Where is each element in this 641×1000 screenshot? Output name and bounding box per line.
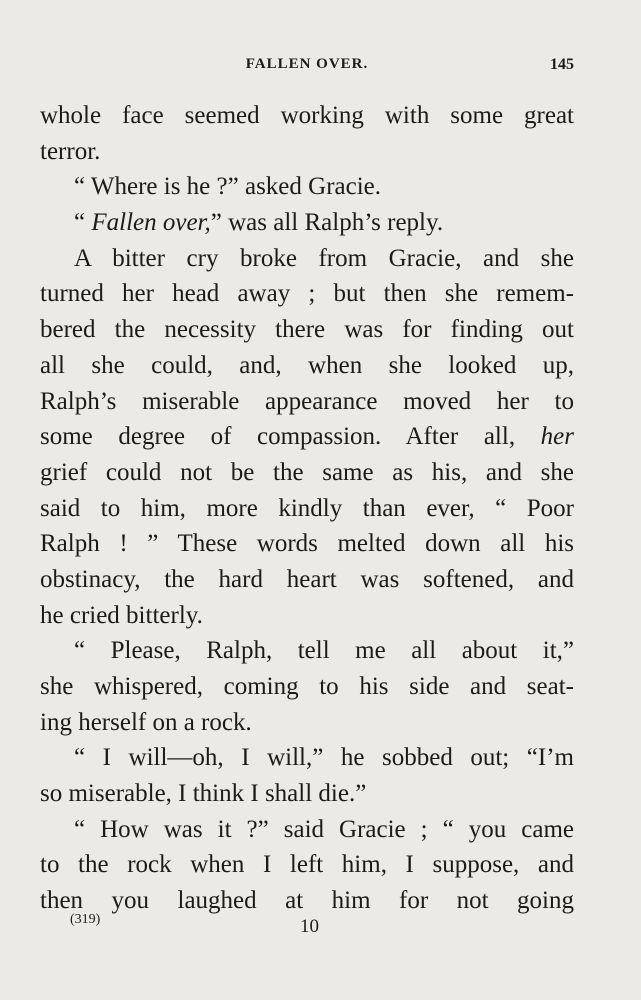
signature-mark: (319): [70, 912, 101, 927]
text-line: Ralph ! ” These words melted down all his: [40, 530, 574, 558]
page-number: 145: [550, 56, 574, 73]
text-line: said to him, more kindly than ever, “ Poor: [40, 494, 574, 522]
page-footer: [40, 912, 574, 942]
text-line: he cried bitterly.: [40, 601, 203, 629]
gathering-number: 10: [300, 916, 319, 937]
text-line: “ I will—oh, I will,” he sobbed out; “I’m: [74, 744, 574, 772]
italic-phrase: Fallen over,: [91, 209, 211, 237]
text-line: she whispered, coming to his side and seat-: [40, 673, 574, 700]
text-line: Ralph’s miserable appearance moved her to: [40, 387, 574, 415]
text-line: obstinacy, the hard heart was softened, and: [40, 565, 574, 593]
chapter-title: FALLEN OVER.: [245, 56, 369, 72]
text-line: all she could, and, when she looked up,: [40, 351, 574, 379]
text-line: A bitter cry broke from Gracie, and she: [74, 244, 574, 272]
text-line-italic: some degree of compassion. After all, her: [40, 423, 574, 451]
text-line: “ Where is he ?” asked Gracie.: [74, 173, 382, 201]
text-line: terror.: [40, 137, 101, 165]
text-line: to the rock when I left him, I suppose, and: [40, 851, 574, 879]
body-text: [40, 98, 574, 919]
text-line: ing herself on a rock.: [40, 708, 252, 736]
text-line-italic: “ Fallen over,” was all Ralph’s reply.: [74, 209, 444, 237]
running-head: [40, 56, 574, 80]
text-line: turned her head away ; but then she remem-: [40, 280, 574, 308]
italic-word: her: [540, 423, 574, 451]
text-line: whole face seemed working with some great: [40, 102, 574, 129]
text-line: “ Please, Ralph, tell me all about it,”: [74, 637, 574, 665]
text-line: so miserable, I think I shall die.”: [40, 780, 367, 808]
text-line: bered the necessity there was for finding out: [40, 316, 574, 344]
text-line: grief could not be the same as his, and she: [40, 458, 574, 486]
text-line: “ How was it ?” said Gracie ; “ you came: [74, 815, 574, 843]
text-line: then you laughed at him for not going: [40, 887, 574, 915]
